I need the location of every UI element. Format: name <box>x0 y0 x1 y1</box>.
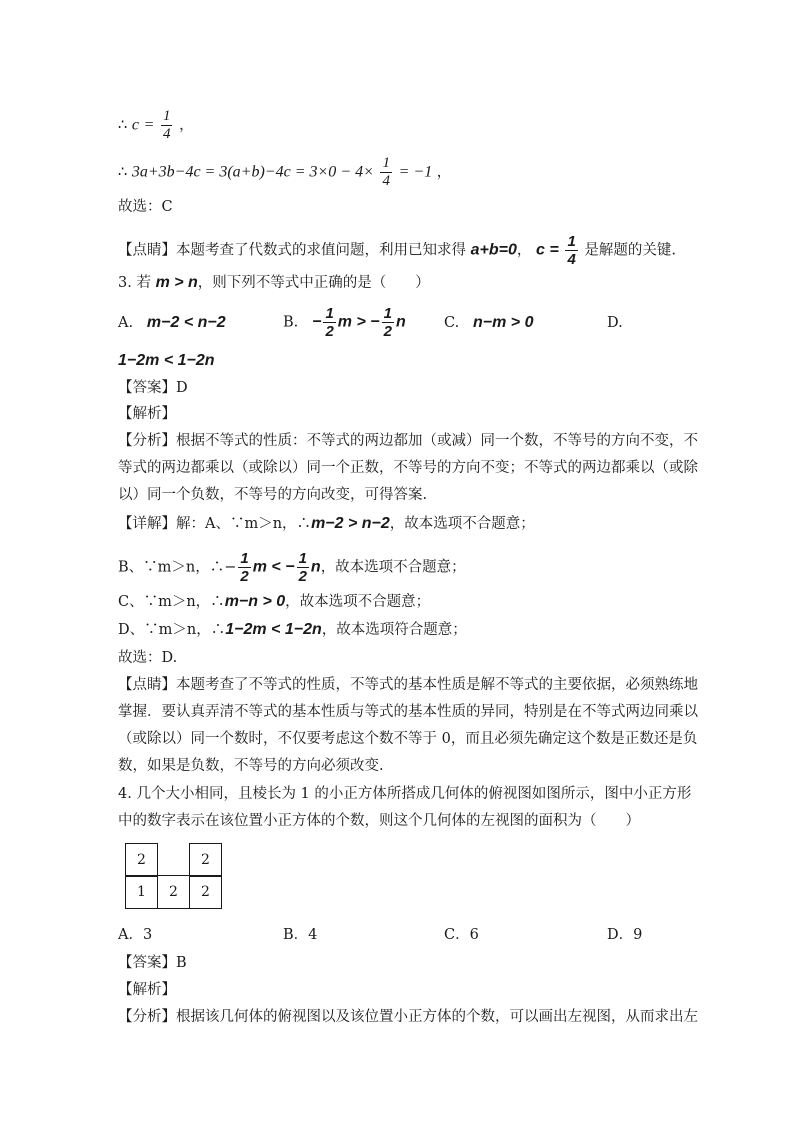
fraction-denominator: 4 <box>567 251 576 268</box>
dianjing-q2 <box>118 233 676 268</box>
math-inline: a+b=0 <box>470 241 517 259</box>
q3-dianjing-1: 【点睛】本题考查了不等式的性质，不等式的基本性质是解不等式的主要依据，必须熟练地 <box>118 677 698 693</box>
grid-cell-top-left: 2 <box>125 843 158 877</box>
q3-analysis-label: 【解析】 <box>118 406 176 422</box>
question-number: 3. 若 <box>118 275 151 291</box>
punctuation: ， <box>516 242 532 259</box>
tag-label: 【点睛】 <box>118 242 176 259</box>
math-inline: n−m > 0 <box>473 314 534 331</box>
math-eq: = <box>143 116 155 134</box>
line-c-value <box>118 108 194 143</box>
fraction-denominator: 2 <box>383 323 392 340</box>
math-result: = −1 <box>398 163 433 181</box>
math-inline: m−2 > n−2 <box>311 515 390 532</box>
fraction-denominator: 2 <box>240 568 249 585</box>
fraction-numerator: 1 <box>382 155 390 171</box>
q3-detail-d <box>118 620 467 640</box>
q3-option-c <box>444 313 534 333</box>
q3-detail-a <box>118 514 535 534</box>
fraction-denominator: 4 <box>162 126 171 142</box>
math-eq: = <box>549 241 559 259</box>
fraction <box>380 155 392 190</box>
math-inline: 1−2m < 1−2n <box>118 352 215 369</box>
q3-dianjing-3: （或除以）同一个数时，不仅要考虑这个数不等于 0，而且必须先确定这个数是正数还是负 <box>118 731 698 747</box>
q4-stem-1: 4. 几个大小相同，且棱长为 1 的小正方体所搭成几何体的俯视图如图所示，图中小正方形 <box>118 786 692 802</box>
fraction-denominator: 2 <box>325 323 334 340</box>
fraction <box>238 550 250 585</box>
fraction-denominator: 2 <box>298 568 307 585</box>
q4-stem-2: 中的数字表示在该位置小正方体的个数，则这个几何体的左视图的面积为（ ） <box>118 813 640 829</box>
punctuation: ， <box>436 164 452 181</box>
body-text: ，故本选项符合题意； <box>321 622 467 638</box>
therefore-symbol: ∴ <box>118 164 128 181</box>
body-text: B、∵m＞n，∴− <box>118 559 237 576</box>
math-sign: − <box>312 313 322 331</box>
q3-option-d <box>118 351 215 371</box>
punctuation: ， <box>179 117 194 134</box>
q3-fenxi-2: 等式的两边都乘以（或除以）同一个正数，不等号的方向不变；不等式的两边都乘以（或除 <box>118 460 698 476</box>
line-expression <box>118 155 451 190</box>
body-text: 【详解】解：A、∵m＞n，∴ <box>118 516 312 532</box>
q3-fenxi-1: 【分析】根据不等式的性质：不等式的两边都加（或减）同一个数，不等号的方向不变，不 <box>118 433 698 449</box>
math-expression: 3a+3b−4c = 3(a+b)−4c = 3×0 − 4× <box>131 163 374 181</box>
q3-dianjing-2: 掌握．要认真弄清不等式的基本性质与等式的基本性质的异同，特别是在不等式两边同乘以 <box>118 704 698 720</box>
q4-fenxi: 【分析】根据该几何体的俯视图以及该位置小正方体的个数，可以画出左视图，从而求出左 <box>118 1009 698 1025</box>
fraction-numerator: 1 <box>325 305 334 322</box>
math-var: c <box>535 241 545 259</box>
body-text: ，故本选项不合题意； <box>389 516 535 532</box>
body-text: ，则下列不等式中正确的是（ ） <box>197 275 430 291</box>
q4-analysis-label: 【解析】 <box>118 982 176 998</box>
body-text: ，故本选项不合题意； <box>285 594 431 610</box>
fraction-numerator: 1 <box>567 233 576 250</box>
q3-fenxi-3: 以）同一个负数，不等号的方向改变，可得答案. <box>118 487 428 503</box>
body-text: 本题考查了代数式的求值问题，利用已知求得 <box>176 242 466 259</box>
choose-c: 故选：C <box>118 199 173 215</box>
q3-detail-b <box>118 550 466 585</box>
grid-cell-bottom-left: 1 <box>125 875 158 909</box>
q3-option-b <box>283 305 406 340</box>
fraction-numerator: 1 <box>383 305 392 322</box>
option-label: C. <box>444 315 460 331</box>
math-inline: m < − <box>252 558 295 576</box>
grid-cell-top-right: 2 <box>189 843 222 877</box>
fraction <box>297 550 309 585</box>
math-var: n <box>310 558 321 576</box>
fraction <box>382 305 394 340</box>
q4-option-a: A．3 <box>118 927 153 943</box>
math-inline: 1−2m < 1−2n <box>225 621 322 638</box>
option-label: B. <box>283 314 299 331</box>
fraction-numerator: 1 <box>162 108 171 124</box>
math-inline: m > n <box>155 274 198 291</box>
fraction <box>323 305 335 340</box>
body-text: ，故本选项不合题意； <box>320 559 466 576</box>
body-text: 是解题的关键. <box>584 242 677 259</box>
grid-cell-bottom-right: 2 <box>189 875 222 909</box>
q3-stem <box>118 273 430 293</box>
q3-choose: 故选：D. <box>118 650 178 666</box>
therefore-symbol: ∴ <box>118 117 128 134</box>
q4-option-d: D．9 <box>607 927 643 943</box>
body-text: C、∵m＞n，∴ <box>118 594 225 610</box>
fraction <box>161 108 173 143</box>
math-var: c <box>131 116 139 134</box>
q4-option-c: C．6 <box>444 927 479 943</box>
math-inline: m > − <box>337 313 380 331</box>
q3-option-a <box>118 313 226 333</box>
q3-option-d-label: D. <box>607 315 623 331</box>
fraction-numerator: 1 <box>240 550 249 567</box>
fraction-denominator: 4 <box>382 173 390 189</box>
option-label: A. <box>118 315 134 331</box>
q3-dianjing-4: 数，如果是负数，不等号的方向必须改变. <box>118 758 384 774</box>
q4-answer: 【答案】B <box>118 955 187 971</box>
q4-option-b: B．4 <box>283 927 318 943</box>
fraction <box>565 233 577 268</box>
fraction-numerator: 1 <box>298 550 307 567</box>
q3-detail-c <box>118 592 430 612</box>
math-inline: m−n > 0 <box>224 593 286 610</box>
body-text: D、∵m＞n，∴ <box>118 622 226 638</box>
math-inline: m−2 < n−2 <box>146 314 226 331</box>
q3-answer: 【答案】D <box>118 380 188 396</box>
grid-cell-bottom-mid: 2 <box>157 875 190 909</box>
math-var: n <box>395 313 406 331</box>
